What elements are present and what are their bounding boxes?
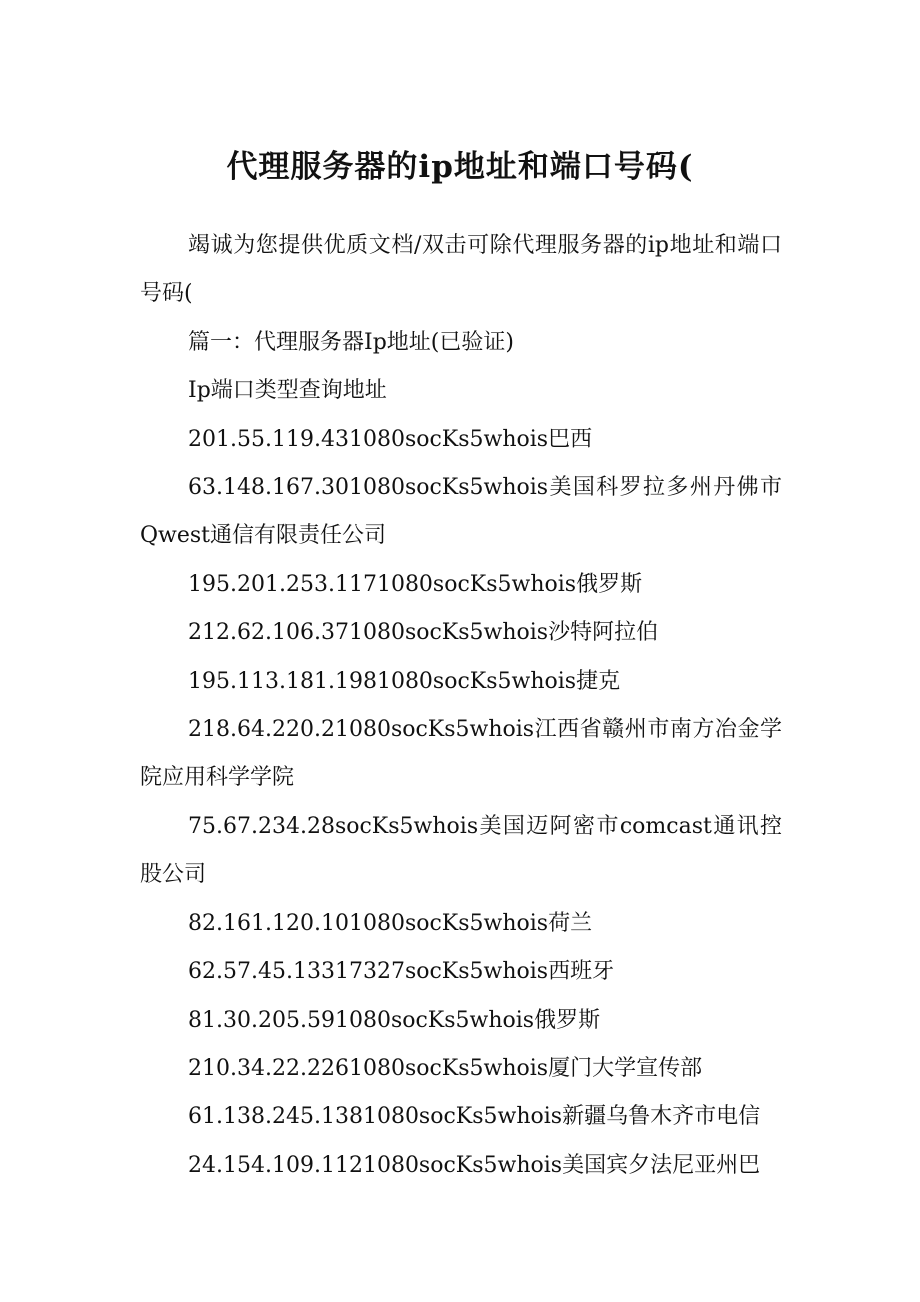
paragraph-section-heading: 篇一：代理服务器Ip地址(已验证) (188, 329, 514, 355)
paragraph-proxy-entry: 63.148.167.301080socKs5whois美国科罗拉多州丹佛市Qwest通信有限责任公司 (140, 475, 782, 549)
paragraph-column-header: Ip端口类型查询地址 (188, 378, 387, 404)
paragraph-proxy-entry: 218.64.220.21080socKs5whois江西省赣州市南方冶金学院应用科学学院 (140, 717, 782, 791)
paragraph-proxy-entry: 82.161.120.101080socKs5whois荷兰 (188, 910, 593, 936)
paragraph-proxy-entry: 62.57.45.13317327socKs5whois西班牙 (188, 959, 615, 985)
paragraph-proxy-entry: 201.55.119.431080socKs5whois巴西 (188, 426, 593, 452)
paragraph-proxy-entry: 75.67.234.28socKs5whois美国迈阿密市comcast通讯控股公司 (140, 813, 782, 888)
paragraph-proxy-entry: 195.201.253.1171080socKs5whois俄罗斯 (188, 571, 643, 597)
document-body (140, 222, 782, 1190)
paragraph-proxy-entry: 24.154.109.1121080socKs5whois美国宾夕法尼亚州巴 (188, 1152, 761, 1178)
paragraph-proxy-entry: 61.138.245.1381080socKs5whois新疆乌鲁木齐市电信 (188, 1104, 761, 1130)
paragraph-proxy-entry: 195.113.181.1981080socKs5whois捷克 (188, 668, 621, 694)
paragraph-proxy-entry: 210.34.22.2261080socKs5whois厦门大学宣传部 (188, 1055, 703, 1081)
paragraph-proxy-entry: 81.30.205.591080socKs5whois俄罗斯 (188, 1007, 601, 1033)
document-title: 代理服务器的ip地址和端口号码( (226, 149, 694, 185)
paragraph-intro: 竭诚为您提供优质文档/双击可除代理服务器的ip地址和端口号码( (140, 233, 782, 307)
paragraph-proxy-entry: 212.62.106.371080socKs5whois沙特阿拉伯 (188, 620, 659, 646)
